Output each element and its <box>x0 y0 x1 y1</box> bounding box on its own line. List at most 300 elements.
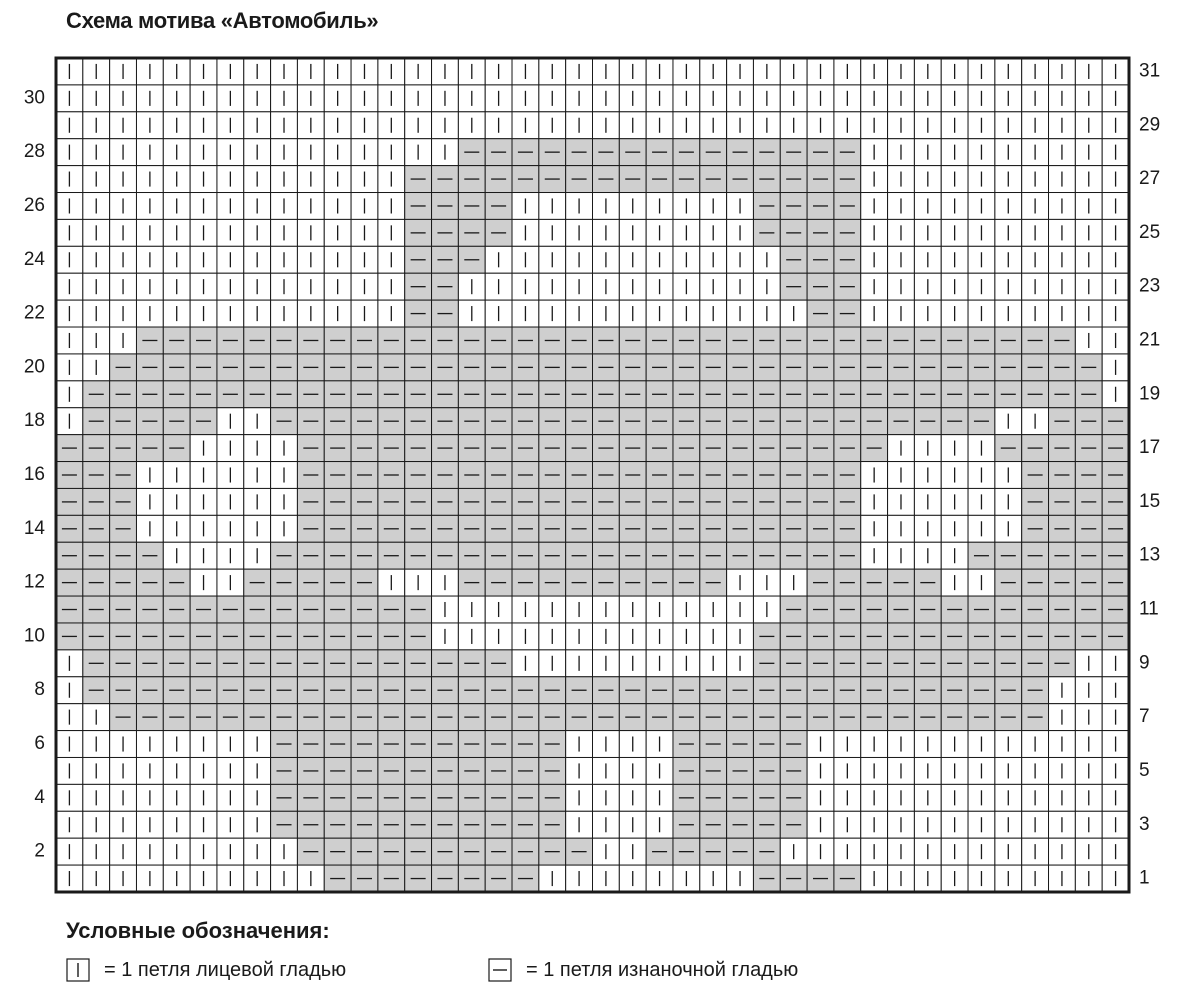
purl-cell <box>512 569 539 596</box>
knit-cell <box>271 435 298 462</box>
knit-cell <box>110 193 137 220</box>
knit-cell <box>1075 273 1102 300</box>
purl-cell <box>888 569 915 596</box>
purl-cell <box>297 704 324 731</box>
purl-cell <box>512 811 539 838</box>
purl-cell <box>458 865 485 892</box>
purl-cell <box>1022 542 1049 569</box>
knit-cell <box>217 542 244 569</box>
knit-cell <box>619 623 646 650</box>
knit-cell <box>539 246 566 273</box>
knit-cell <box>163 300 190 327</box>
knit-cell <box>512 112 539 139</box>
purl-cell <box>405 650 432 677</box>
purl-cell <box>351 865 378 892</box>
knit-cell <box>324 246 351 273</box>
knit-cell <box>217 811 244 838</box>
purl-cell <box>405 811 432 838</box>
knit-cell <box>432 623 459 650</box>
knit-cell <box>834 784 861 811</box>
purl-cell <box>566 677 593 704</box>
knit-cell <box>566 596 593 623</box>
knit-cell <box>163 139 190 166</box>
knit-cell <box>888 731 915 758</box>
purl-cell <box>539 704 566 731</box>
purl-cell <box>351 408 378 435</box>
purl-cell <box>727 488 754 515</box>
right-row-label: 23 <box>1139 275 1161 297</box>
knit-cell <box>217 435 244 462</box>
knit-cell <box>83 838 110 865</box>
purl-cell <box>405 838 432 865</box>
knit-cell <box>700 219 727 246</box>
knit-cell <box>834 112 861 139</box>
purl-cell <box>727 381 754 408</box>
purl-cell <box>110 408 137 435</box>
knit-cell <box>888 58 915 85</box>
purl-cell <box>432 811 459 838</box>
purl-cell <box>163 596 190 623</box>
knit-cell <box>1049 139 1076 166</box>
knit-cell <box>56 166 83 193</box>
purl-cell <box>619 515 646 542</box>
knit-cell <box>619 273 646 300</box>
purl-cell <box>834 542 861 569</box>
purl-cell <box>861 354 888 381</box>
purl-cell <box>1049 515 1076 542</box>
knit-cell <box>271 85 298 112</box>
purl-cell <box>539 488 566 515</box>
knit-cell <box>217 865 244 892</box>
purl-cell <box>593 408 620 435</box>
knit-cell <box>914 300 941 327</box>
purl-cell <box>432 704 459 731</box>
purl-cell <box>539 569 566 596</box>
purl-cell <box>432 408 459 435</box>
knit-cell <box>1075 246 1102 273</box>
purl-cell <box>566 462 593 489</box>
knit-cell <box>914 166 941 193</box>
purl-cell <box>780 139 807 166</box>
knit-cell <box>163 515 190 542</box>
knit-cell <box>190 85 217 112</box>
purl-cell <box>83 569 110 596</box>
purl-cell <box>727 166 754 193</box>
knit-cell <box>861 838 888 865</box>
purl-cell <box>807 435 834 462</box>
purl-cell <box>914 704 941 731</box>
purl-cell <box>83 650 110 677</box>
knit-cell <box>1102 327 1129 354</box>
purl-cell <box>458 408 485 435</box>
purl-cell <box>780 488 807 515</box>
knit-cell <box>807 85 834 112</box>
purl-cell <box>700 757 727 784</box>
purl-cell <box>727 731 754 758</box>
purl-cell <box>1075 542 1102 569</box>
purl-cell <box>861 327 888 354</box>
knit-cell <box>56 139 83 166</box>
knit-cell <box>914 838 941 865</box>
purl-cell <box>485 354 512 381</box>
knit-cell <box>217 246 244 273</box>
purl-cell <box>1022 354 1049 381</box>
purl-cell <box>378 677 405 704</box>
knit-cell <box>780 838 807 865</box>
purl-cell <box>351 462 378 489</box>
purl-cell <box>405 193 432 220</box>
knit-cell <box>83 139 110 166</box>
knit-cell <box>888 811 915 838</box>
purl-cell <box>458 838 485 865</box>
purl-cell <box>432 327 459 354</box>
knit-cell <box>646 300 673 327</box>
knit-cell <box>1022 58 1049 85</box>
knit-cell <box>753 85 780 112</box>
purl-cell <box>163 408 190 435</box>
purl-cell <box>1102 515 1129 542</box>
purl-cell <box>1022 488 1049 515</box>
purl-cell <box>834 354 861 381</box>
purl-cell <box>190 596 217 623</box>
purl-cell <box>646 408 673 435</box>
purl-cell <box>136 569 163 596</box>
purl-cell <box>351 542 378 569</box>
knit-cell <box>941 542 968 569</box>
purl-cell <box>432 677 459 704</box>
purl-cell <box>512 381 539 408</box>
knit-cell <box>727 58 754 85</box>
purl-cell <box>593 354 620 381</box>
purl-cell <box>780 677 807 704</box>
purl-cell <box>405 273 432 300</box>
knit-cell <box>673 85 700 112</box>
purl-cell <box>1075 354 1102 381</box>
knit-cell <box>566 623 593 650</box>
knit-cell <box>271 838 298 865</box>
knit-cell <box>566 85 593 112</box>
purl-cell <box>351 731 378 758</box>
purl-cell <box>324 865 351 892</box>
knit-cell <box>458 273 485 300</box>
purl-cell <box>673 704 700 731</box>
purl-cell <box>807 623 834 650</box>
purl-cell <box>968 381 995 408</box>
purl-cell <box>968 623 995 650</box>
purl-cell <box>512 354 539 381</box>
knit-cell <box>1102 273 1129 300</box>
knit-cell <box>56 865 83 892</box>
knit-cell <box>190 811 217 838</box>
knit-stitch-icon <box>66 958 90 982</box>
purl-cell <box>780 246 807 273</box>
knit-cell <box>297 193 324 220</box>
knit-cell <box>110 139 137 166</box>
knit-cell <box>56 112 83 139</box>
purl-cell <box>458 542 485 569</box>
knit-cell <box>995 811 1022 838</box>
purl-cell <box>324 811 351 838</box>
purl-cell <box>190 381 217 408</box>
knit-cell <box>861 784 888 811</box>
knit-cell <box>807 731 834 758</box>
purl-cell <box>807 596 834 623</box>
right-row-label: 5 <box>1139 759 1150 781</box>
purl-cell <box>727 811 754 838</box>
purl-cell <box>593 435 620 462</box>
purl-cell <box>458 488 485 515</box>
knit-cell <box>1102 58 1129 85</box>
purl-cell <box>1022 677 1049 704</box>
knit-cell <box>1102 381 1129 408</box>
knit-cell <box>324 139 351 166</box>
knit-cell <box>1102 139 1129 166</box>
purl-cell <box>405 623 432 650</box>
purl-cell <box>834 166 861 193</box>
purl-cell <box>539 139 566 166</box>
purl-cell <box>378 381 405 408</box>
right-row-label: 9 <box>1139 652 1150 674</box>
knit-cell <box>646 273 673 300</box>
purl-cell <box>297 515 324 542</box>
knit-cell <box>646 596 673 623</box>
purl-cell <box>968 677 995 704</box>
purl-cell <box>566 354 593 381</box>
left-row-label: 2 <box>34 840 45 862</box>
knit-cell <box>995 838 1022 865</box>
knit-cell <box>539 300 566 327</box>
knit-cell <box>780 85 807 112</box>
purl-cell <box>593 677 620 704</box>
knit-cell <box>485 58 512 85</box>
purl-cell <box>136 354 163 381</box>
purl-cell <box>753 811 780 838</box>
knit-cell <box>190 139 217 166</box>
purl-cell <box>968 327 995 354</box>
purl-cell <box>539 838 566 865</box>
purl-cell <box>297 354 324 381</box>
knit-cell <box>136 85 163 112</box>
knit-cell <box>941 435 968 462</box>
purl-cell <box>163 354 190 381</box>
purl-cell <box>485 811 512 838</box>
knit-cell <box>646 85 673 112</box>
purl-cell <box>1049 650 1076 677</box>
purl-cell <box>432 838 459 865</box>
knit-cell <box>646 650 673 677</box>
purl-cell <box>780 273 807 300</box>
purl-cell <box>324 542 351 569</box>
purl-cell <box>673 408 700 435</box>
purl-cell <box>485 139 512 166</box>
knit-cell <box>83 354 110 381</box>
purl-cell <box>136 408 163 435</box>
purl-cell <box>512 757 539 784</box>
knit-cell <box>1049 784 1076 811</box>
knit-cell <box>619 112 646 139</box>
knit-cell <box>646 112 673 139</box>
purl-cell <box>727 462 754 489</box>
purl-cell <box>673 542 700 569</box>
purl-cell <box>753 677 780 704</box>
knit-cell <box>968 865 995 892</box>
purl-cell <box>244 381 271 408</box>
purl-cell <box>485 542 512 569</box>
purl-cell <box>378 811 405 838</box>
knit-cell <box>888 193 915 220</box>
knit-cell <box>136 515 163 542</box>
purl-cell <box>566 704 593 731</box>
purl-cell <box>405 246 432 273</box>
knit-cell <box>566 865 593 892</box>
knit-cell <box>700 596 727 623</box>
knit-cell <box>1022 166 1049 193</box>
knit-cell <box>432 569 459 596</box>
knit-cell <box>324 85 351 112</box>
knit-cell <box>217 408 244 435</box>
knit-cell <box>1075 58 1102 85</box>
purl-cell <box>619 677 646 704</box>
purl-cell <box>405 515 432 542</box>
knit-cell <box>244 193 271 220</box>
purl-cell <box>673 731 700 758</box>
purl-cell <box>378 354 405 381</box>
purl-cell <box>539 354 566 381</box>
knit-cell <box>297 139 324 166</box>
purl-cell <box>727 757 754 784</box>
purl-cell <box>753 219 780 246</box>
knit-cell <box>1022 811 1049 838</box>
purl-cell <box>646 488 673 515</box>
purl-cell <box>834 327 861 354</box>
knit-cell <box>217 569 244 596</box>
knit-cell <box>83 811 110 838</box>
knit-cell <box>673 273 700 300</box>
knit-cell <box>1049 246 1076 273</box>
purl-cell <box>1022 462 1049 489</box>
purl-cell <box>351 435 378 462</box>
knit-cell <box>512 85 539 112</box>
knit-cell <box>83 757 110 784</box>
knit-cell <box>566 246 593 273</box>
knit-cell <box>941 58 968 85</box>
purl-cell <box>512 731 539 758</box>
purl-cell <box>780 219 807 246</box>
knit-cell <box>727 246 754 273</box>
purl-cell <box>727 327 754 354</box>
purl-cell <box>834 462 861 489</box>
purl-cell <box>351 757 378 784</box>
knit-cell <box>700 273 727 300</box>
knit-cell <box>941 139 968 166</box>
purl-cell <box>351 838 378 865</box>
purl-cell <box>1022 515 1049 542</box>
purl-cell <box>861 569 888 596</box>
knit-cell <box>485 273 512 300</box>
purl-cell <box>110 596 137 623</box>
purl-cell <box>619 408 646 435</box>
knit-cell <box>780 58 807 85</box>
knit-cell <box>163 542 190 569</box>
purl-cell <box>512 435 539 462</box>
knit-cell <box>512 58 539 85</box>
knit-cell <box>995 731 1022 758</box>
purl-cell <box>512 139 539 166</box>
purl-cell <box>351 623 378 650</box>
purl-cell <box>673 327 700 354</box>
knit-cell <box>619 838 646 865</box>
purl-cell <box>941 650 968 677</box>
knit-cell <box>271 112 298 139</box>
purl-cell <box>136 542 163 569</box>
knit-cell <box>217 488 244 515</box>
purl-cell <box>968 704 995 731</box>
knit-cell <box>1022 193 1049 220</box>
purl-cell <box>914 677 941 704</box>
knit-cell <box>244 139 271 166</box>
knit-cell <box>512 650 539 677</box>
knit-cell <box>1022 757 1049 784</box>
purl-cell <box>458 677 485 704</box>
knit-cell <box>324 193 351 220</box>
knit-cell <box>700 865 727 892</box>
knit-cell <box>593 811 620 838</box>
knit-cell <box>351 300 378 327</box>
purl-cell <box>378 757 405 784</box>
purl-cell <box>700 327 727 354</box>
purl-cell <box>297 677 324 704</box>
knit-cell <box>485 596 512 623</box>
purl-cell <box>914 327 941 354</box>
purl-cell <box>566 435 593 462</box>
knit-cell <box>244 435 271 462</box>
knit-cell <box>861 219 888 246</box>
purl-cell <box>700 731 727 758</box>
knit-cell <box>646 193 673 220</box>
knit-cell <box>136 488 163 515</box>
purl-cell <box>432 354 459 381</box>
purl-cell <box>888 381 915 408</box>
knit-cell <box>646 623 673 650</box>
purl-cell <box>807 139 834 166</box>
purl-cell <box>619 139 646 166</box>
purl-cell <box>432 219 459 246</box>
purl-cell <box>780 462 807 489</box>
purl-cell <box>110 650 137 677</box>
knit-cell <box>539 219 566 246</box>
purl-cell <box>807 515 834 542</box>
purl-cell <box>512 166 539 193</box>
knit-cell <box>673 300 700 327</box>
knit-cell <box>297 219 324 246</box>
purl-cell <box>324 757 351 784</box>
knit-cell <box>56 408 83 435</box>
knit-cell <box>163 731 190 758</box>
knit-cell <box>1102 731 1129 758</box>
knit-cell <box>566 273 593 300</box>
knit-cell <box>753 273 780 300</box>
knit-cell <box>888 838 915 865</box>
knit-cell <box>190 865 217 892</box>
knit-cell <box>351 112 378 139</box>
knit-cell <box>995 58 1022 85</box>
right-row-label: 15 <box>1139 490 1161 512</box>
purl-cell <box>914 623 941 650</box>
purl-cell <box>834 677 861 704</box>
purl-cell <box>834 865 861 892</box>
purl-cell <box>351 704 378 731</box>
purl-cell <box>780 354 807 381</box>
